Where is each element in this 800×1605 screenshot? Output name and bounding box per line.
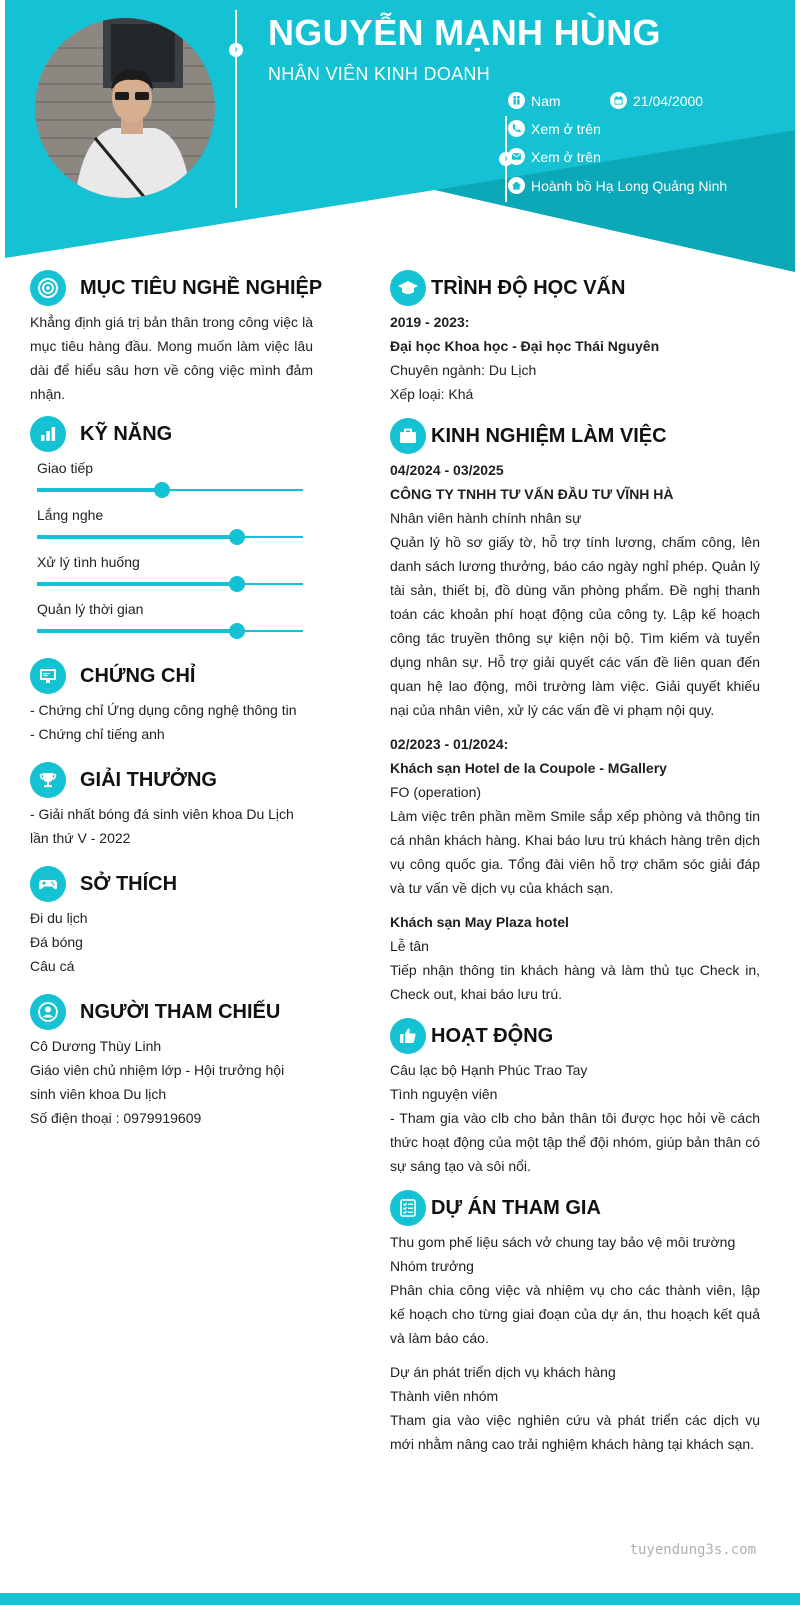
skill-track <box>37 583 303 585</box>
experience-position: FO (operation) <box>390 784 482 800</box>
skill-track <box>37 536 303 538</box>
section-header <box>30 658 313 694</box>
section-title: HOẠT ĐỘNG <box>431 1024 554 1047</box>
contact-email <box>508 148 601 165</box>
skill-fill <box>37 535 237 539</box>
watermark: tuyendung3s.com <box>629 1542 756 1558</box>
skill-item <box>30 550 313 597</box>
experience-company: CÔNG TY TNHH TƯ VẤN ĐẦU TƯ VĨNH HÀ <box>390 486 674 502</box>
section-career-goal <box>30 270 323 406</box>
address-value: Hoành bồ Hạ Long Quảng Ninh <box>531 177 728 194</box>
header-divider <box>235 10 237 208</box>
skills-list <box>30 456 313 644</box>
experience-period: 04/2024 - 03/2025 <box>390 462 504 478</box>
project-description: Tham gia vào việc nghiên cứu và phát triển các dịch vụ mới nhằm nâng cao trải nghiệm khách hàng tại khách sạn. <box>390 1412 760 1452</box>
section-projects <box>390 1190 760 1456</box>
birthday-value: 21/04/2000 <box>633 92 704 109</box>
section-header <box>30 416 313 452</box>
calendar-icon <box>610 92 627 109</box>
experience-position: Lễ tân <box>390 938 429 954</box>
section-certificates <box>30 658 313 746</box>
education-grade: Xếp loại: Khá <box>390 386 474 402</box>
skill-item <box>30 456 313 503</box>
experience-description: Quản lý hồ sơ giấy tờ, hỗ trợ tính lương, chấm công, lên danh sách lương thưởng, báo cáo ngày nghỉ phép. Quản lý tài sản, thiết bị, đồ dùng văn phòng phẩm. Đề nghị thanh toán các khoản phí hoạt động của công ty. Lập kế hoạch công tác truyền thông sự kiện nội bộ. Tìm kiếm và tuyển dụng nhân sự. Hỗ trợ giải quyết các vấn đề liên quan đến quan hệ lao động, môi trường làm việc. Giải quyết khiếu nại của nhân viên, xử lý các vấn đề vi phạm nội quy. <box>390 534 760 718</box>
phone-value: Xem ở trên <box>531 120 601 137</box>
skill-label: Lắng nghe <box>37 507 104 523</box>
education-major: Chuyên ngành: Du Lịch <box>390 362 537 378</box>
hobby-item: Đi du lịch <box>30 910 88 926</box>
contact-birthday <box>610 92 703 109</box>
cv-header <box>5 0 795 272</box>
section-header <box>390 1190 760 1226</box>
reference-role: Giáo viên chủ nhiệm lớp - Hội trưởng hội sinh viên khoa Du lịch <box>30 1062 285 1102</box>
section-header <box>30 866 313 902</box>
project-name: Dự án phát triển dịch vụ khách hàng <box>390 1364 616 1380</box>
job-title: NHÂN VIÊN KINH DOANH <box>268 64 491 84</box>
left-column <box>30 270 323 1140</box>
project-role: Nhóm trưởng <box>390 1258 474 1274</box>
phone-icon <box>508 120 525 137</box>
section-activities <box>390 1018 760 1178</box>
skill-fill <box>37 582 237 586</box>
activity-role: Tình nguyện viên <box>390 1086 498 1102</box>
chevron-right-icon: › <box>499 152 513 166</box>
thumbs-up-icon <box>390 1018 426 1054</box>
skill-label: Giao tiếp <box>37 460 94 476</box>
skill-knob <box>154 482 170 498</box>
skill-knob <box>229 576 245 592</box>
skill-fill <box>37 629 237 633</box>
section-title: KỸ NĂNG <box>80 422 173 445</box>
experience-company: Khách sạn Hotel de la Coupole - MGallery <box>390 760 667 776</box>
experience-position: Nhân viên hành chính nhân sự <box>390 510 582 526</box>
certificate-icon <box>30 658 66 694</box>
experience-item <box>390 732 760 900</box>
avatar <box>35 18 215 198</box>
career-goal-text: Khẳng định giá trị bản thân trong công việc là mục tiêu hàng đầu. Mong muốn làm việc lâu dài để hiểu sâu hơn về công việc mình đảm nhận. <box>30 314 313 402</box>
user-icon <box>30 994 66 1030</box>
skill-knob <box>229 623 245 639</box>
skill-track <box>37 489 303 491</box>
skill-item <box>30 597 313 644</box>
chevron-right-icon: › <box>229 43 243 57</box>
skill-knob <box>229 529 245 545</box>
hobby-item: Đá bóng <box>30 934 83 950</box>
contact-gender <box>508 92 561 109</box>
target-icon <box>30 270 66 306</box>
section-awards <box>30 762 313 850</box>
skill-label: Xử lý tình huống <box>37 554 140 570</box>
section-header <box>390 270 760 306</box>
activity-org: Câu lạc bộ Hạnh Phúc Trao Tay <box>390 1062 588 1078</box>
reference-name: Cô Dương Thùy Linh <box>30 1038 162 1054</box>
section-title: DỰ ÁN THAM GIA <box>431 1196 601 1219</box>
skill-fill <box>37 488 162 492</box>
education-period: 2019 - 2023: <box>390 314 470 330</box>
section-header <box>30 762 313 798</box>
hobby-item: Câu cá <box>30 958 75 974</box>
project-description: Phân chia công việc và nhiệm vụ cho các thành viên, lập kế hoạch cho từng giai đoạn của dự án, thu hoạch kết quả và làm báo cáo. <box>390 1282 760 1346</box>
section-title: NGƯỜI THAM CHIẾU <box>80 1000 281 1023</box>
experience-item <box>390 910 760 1006</box>
skill-label: Quản lý thời gian <box>37 601 144 617</box>
project-role: Thành viên nhóm <box>390 1388 499 1404</box>
email-icon <box>508 148 525 165</box>
contact-phone <box>508 120 601 137</box>
section-header <box>30 994 313 1030</box>
section-title: MỤC TIÊU NGHỀ NGHIỆP <box>80 276 323 299</box>
section-references <box>30 994 313 1130</box>
section-title: KINH NGHIỆM LÀM VIỆC <box>431 424 667 447</box>
section-hobbies <box>30 866 313 978</box>
project-item <box>390 1230 760 1350</box>
gender-value: Nam <box>531 92 561 109</box>
skill-track <box>37 630 303 632</box>
section-title: GIẢI THƯỞNG <box>80 768 217 791</box>
activity-description: - Tham gia vào clb cho bản thân tôi được học hỏi về cách thức hoạt động của một tập thể đội nhóm, giúp bản thân có sự sáng tạo và sôi nổi. <box>390 1110 760 1174</box>
graduation-cap-icon <box>390 270 426 306</box>
home-icon <box>508 177 525 194</box>
section-title: TRÌNH ĐỘ HỌC VẤN <box>431 276 626 299</box>
certificate-item: - Chứng chỉ Ứng dụng công nghệ thông tin <box>30 702 297 718</box>
project-item <box>390 1360 760 1456</box>
briefcase-icon <box>390 418 426 454</box>
experience-period: 02/2023 - 01/2024: <box>390 736 509 752</box>
profile-photo <box>35 18 215 198</box>
section-header <box>30 270 323 306</box>
section-skills <box>30 416 313 644</box>
section-header <box>390 1018 760 1054</box>
gender-icon <box>508 92 525 109</box>
section-title: SỞ THÍCH <box>80 872 178 895</box>
experience-description: Tiếp nhận thông tin khách hàng và làm thủ tục Check in, Check out, khai báo lưu trú. <box>390 962 760 1002</box>
certificate-item: - Chứng chỉ tiếng anh <box>30 726 165 742</box>
bar-chart-icon <box>30 416 66 452</box>
skill-item <box>30 503 313 550</box>
right-column <box>390 270 760 1466</box>
project-name: Thu gom phế liệu sách vở chung tay bảo vệ môi trường <box>390 1234 736 1250</box>
footer-bar <box>0 1593 800 1605</box>
experience-item <box>390 458 760 722</box>
section-education <box>390 270 760 406</box>
contact-address <box>508 177 727 194</box>
section-title: CHỨNG CHỈ <box>80 664 196 687</box>
experience-company: Khách sạn May Plaza hotel <box>390 914 569 930</box>
trophy-icon <box>30 762 66 798</box>
education-school: Đại học Khoa học - Đại học Thái Nguyên <box>390 338 660 354</box>
section-experience <box>390 418 760 1006</box>
email-value: Xem ở trên <box>531 148 601 165</box>
reference-phone: Số điện thoại : 0979919609 <box>30 1110 202 1126</box>
experience-description: Làm việc trên phần mềm Smile sắp xếp phòng và thông tin cá nhân khách hàng. Khai báo lưu trú khách hàng trên dịch vụ công quốc gia. Tổng đài viên hỗ trợ chăm sóc giải đáp và tư vấn về dịch vụ của khách sạn. <box>390 808 760 896</box>
section-header <box>390 418 760 454</box>
award-text: - Giải nhất bóng đá sinh viên khoa Du Lịch lần thứ V - 2022 <box>30 806 294 846</box>
checklist-icon <box>390 1190 426 1226</box>
candidate-name: NGUYỄN MẠNH HÙNG <box>268 12 661 53</box>
gamepad-icon <box>30 866 66 902</box>
